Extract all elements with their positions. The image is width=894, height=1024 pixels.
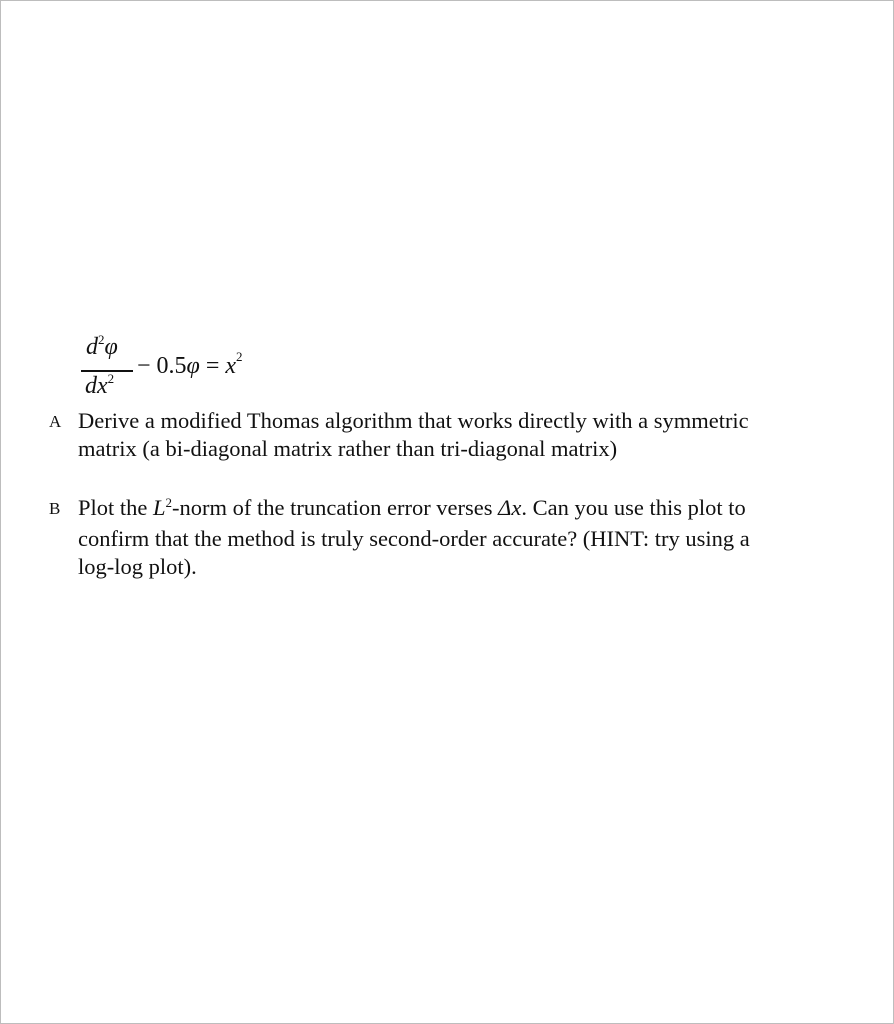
differential-equation [81, 332, 281, 403]
question-b-part1: Plot the [78, 495, 154, 520]
numerator-d: d [86, 334, 98, 360]
rhs-prefix: − 0.5 [137, 353, 187, 379]
question-b-part3: . Can you use this plot to confirm that the method is truly second-order accurate? (HINT: try using a log-log plot). [78, 495, 750, 579]
rhs-phi: φ [186, 353, 200, 379]
norm-sup: 2 [165, 495, 173, 510]
numerator-sup: 2 [98, 332, 105, 347]
denominator-dx: dx [85, 373, 108, 399]
equation-denominator [85, 371, 115, 399]
rhs-equals: = [199, 353, 226, 379]
norm-symbol: L [153, 495, 166, 520]
rhs-x-sup: 2 [236, 349, 243, 364]
denominator-sup: 2 [107, 371, 115, 386]
fraction-bar [81, 370, 133, 372]
question-b-label: B [49, 499, 61, 518]
numerator-phi: φ [104, 334, 118, 360]
equation-rhs [137, 349, 243, 379]
question-a-label: A [49, 412, 62, 431]
delta-x-symbol: Δx [498, 495, 522, 520]
equation-numerator [86, 332, 118, 360]
rhs-x: x [225, 353, 237, 379]
question-b-text [78, 494, 778, 581]
question-b-part2: -norm of the truncation error verses [172, 495, 499, 520]
question-a-text: Derive a modified Thomas algorithm that works directly with a symmetric matrix (a bi-diagonal matrix rather than tri-diagonal matrix) [78, 408, 749, 461]
